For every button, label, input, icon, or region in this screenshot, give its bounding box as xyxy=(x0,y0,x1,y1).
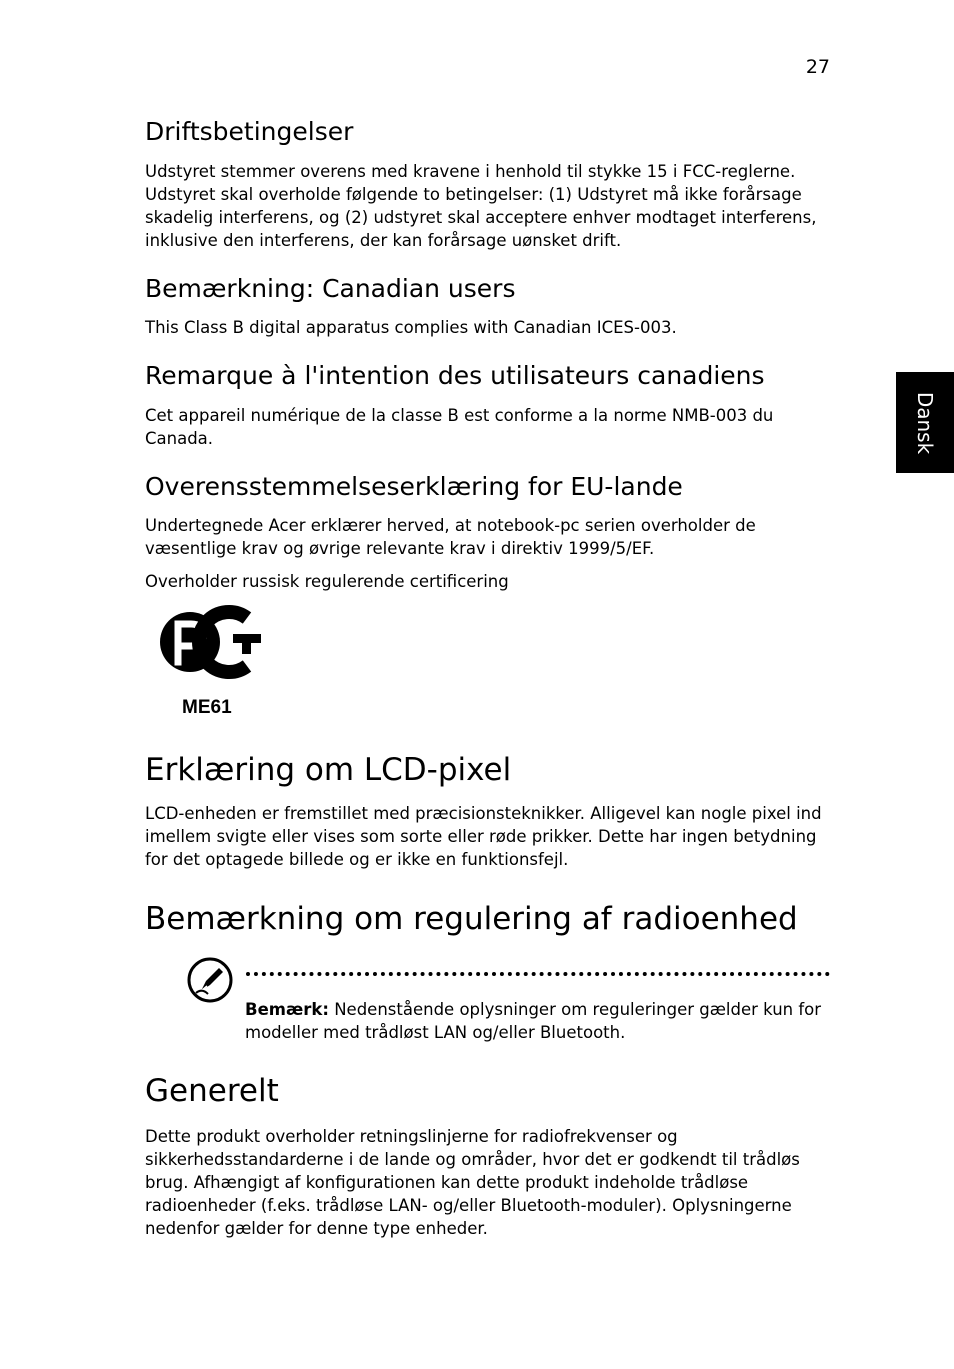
section-title-driftsbetingelser: Driftsbetingelser xyxy=(145,117,354,146)
paragraph-eu-declaration: Undertegnede Acer erklærer herved, at notebook-pc serien overholder de væsentlige krav og øvrige relevante krav i direktiv 1999/5/EF. xyxy=(145,516,756,558)
certification-code: ME61 xyxy=(182,697,232,718)
note-body: Nedenstående oplysninger om reguleringer gælder kun for modeller med trådløst LAN og/eller Bluetooth. xyxy=(245,1000,822,1042)
section-title-generelt: Generelt xyxy=(145,1073,279,1109)
note-pen-icon xyxy=(186,956,234,1004)
section-title-remarque: Remarque à l'intention des utilisateurs canadiens xyxy=(145,361,765,390)
paragraph-remarque: Cet appareil numérique de la classe B est conforme a la norme NMB-003 du Canada. xyxy=(145,406,774,448)
language-side-tab xyxy=(896,372,954,473)
pct-certification-mark-icon xyxy=(155,600,265,690)
page-number: 27 xyxy=(805,56,830,78)
note-divider xyxy=(246,972,830,976)
paragraph-lcd-pixel: LCD-enheden er fremstillet med præcisionsteknikker. Alligevel kan nogle pixel ind imellem svigte eller vises som sorte eller røde prikker. Dette har ingen betydning for det optagede billede og er ikke en funktionsfejl. xyxy=(145,804,822,869)
section-title-lcd-pixel: Erklæring om LCD-pixel xyxy=(145,752,512,788)
side-tab-label: Dansk xyxy=(913,391,937,454)
note-label: Bemærk: xyxy=(245,1000,329,1019)
section-title-radio-regulation: Bemærkning om regulering af radioenhed xyxy=(145,901,798,937)
note-box xyxy=(245,998,830,1044)
section-title-eu-declaration: Overensstemmelseserklæring for EU-lande xyxy=(145,472,683,501)
section-title-canadian-users: Bemærkning: Canadian users xyxy=(145,274,516,303)
paragraph-canadian-users: This Class B digital apparatus complies with Canadian ICES-003. xyxy=(145,318,677,337)
paragraph-russian-certification: Overholder russisk regulerende certificering xyxy=(145,572,509,591)
paragraph-generelt: Dette produkt overholder retningslinjerne for radiofrekvenser og sikkerhedsstandarderne i de lande og områder, hvor det er godkendt til trådløs brug. Afhængigt af konfigurationen kan dette produkt indeholde trådløse radioenheder (f.eks. trådløse LAN- og/eller Bluetooth-moduler). Oplysningerne nedenfor gælder for denne type enheder. xyxy=(145,1127,800,1238)
paragraph-driftsbetingelser: Udstyret stemmer overens med kravene i henhold til stykke 15 i FCC-reglerne. Udstyret skal overholde følgende to betingelser: (1) Udstyret må ikke forårsage skadelig interferens, og (2) udstyret skal acceptere enhver modtaget interferens, inklusive den interferens, der kan forårsage uønsket drift. xyxy=(145,162,817,250)
